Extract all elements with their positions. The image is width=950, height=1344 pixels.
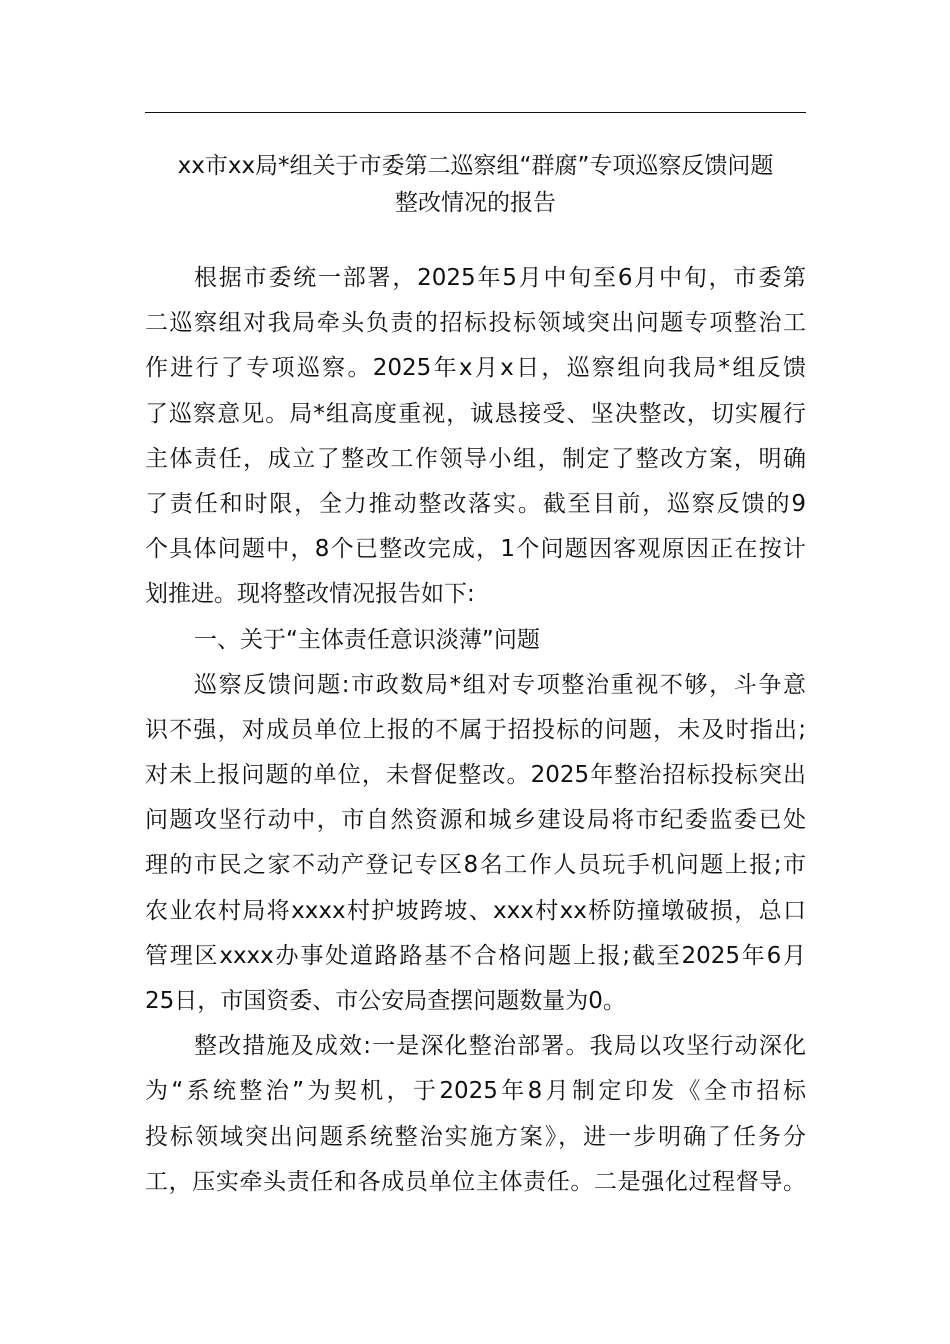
text-line: 投标领域突出问题系统整治实施方案》，进一步明确了任务分 bbox=[145, 1123, 806, 1150]
title-line-2: 整改情况的报告 bbox=[395, 190, 556, 216]
text-line: 主体责任，成立了整改工作领导小组，制定了整改方案，明确 bbox=[145, 445, 806, 472]
text-line: 为“系统整治”为契机，于2025年8月制定印发《全市招标 bbox=[145, 1078, 806, 1105]
paragraph bbox=[145, 1024, 806, 1205]
text-line: 对未上报问题的单位，未督促整改。2025年整治招标投标突出 bbox=[145, 762, 806, 789]
paragraph bbox=[145, 663, 806, 1025]
text-line: 问题攻坚行动中，市自然资源和城乡建设局将市纪委监委已处 bbox=[145, 807, 806, 834]
header-rule bbox=[145, 112, 806, 113]
paragraph bbox=[145, 618, 806, 663]
text-line: 了责任和时限，全力推动整改落实。截至目前，巡察反馈的9 bbox=[145, 490, 806, 517]
text-line: 个具体问题中，8个已整改完成，1个问题因客观原因正在按计 bbox=[145, 536, 806, 563]
paragraph bbox=[145, 256, 806, 618]
text-line: 作进行了专项巡察。2025年x月x日，巡察组向我局*组反馈 bbox=[145, 355, 806, 382]
title-line-1: xx市xx局*组关于市委第二巡察组“群腐”专项巡察反馈问题 bbox=[177, 153, 774, 179]
text-line: 巡察反馈问题:市政数局*组对专项整治重视不够，斗争意 bbox=[194, 671, 806, 698]
text-line: 理的市民之家不动产登记专区8名工作人员玩手机问题上报;市 bbox=[145, 852, 806, 879]
document-body bbox=[145, 256, 806, 1205]
text-line: 一、关于“主体责任意识淡薄”问题 bbox=[194, 626, 540, 653]
text-line: 了巡察意见。局*组高度重视，诚恳接受、坚决整改，切实履行 bbox=[145, 400, 806, 427]
text-line: 二巡察组对我局牵头负责的招标投标领域突出问题专项整治工 bbox=[145, 310, 806, 337]
text-line: 根据市委统一部署，2025年5月中旬至6月中旬，市委第 bbox=[194, 265, 806, 291]
text-line: 25日，市国资委、市公安局查摆问题数量为0。 bbox=[145, 988, 626, 1014]
text-line: 划推进。现将整改情况报告如下: bbox=[145, 581, 475, 608]
text-line: 识不强，对成员单位上报的不属于招投标的问题，未及时指出; bbox=[145, 716, 806, 743]
text-line: 整改措施及成效:一是深化整治部署。我局以攻坚行动深化 bbox=[194, 1033, 806, 1060]
document-title bbox=[140, 148, 811, 222]
text-line: 工，压实牵头责任和各成员单位主体责任。二是强化过程督导。 bbox=[145, 1168, 806, 1195]
text-line: 管理区xxxx办事处道路路基不合格问题上报;截至2025年6月 bbox=[145, 942, 806, 969]
text-line: 农业农村局将xxxx村护坡跨坡、xxx村xx桥防撞墩破损，总口 bbox=[145, 897, 806, 924]
